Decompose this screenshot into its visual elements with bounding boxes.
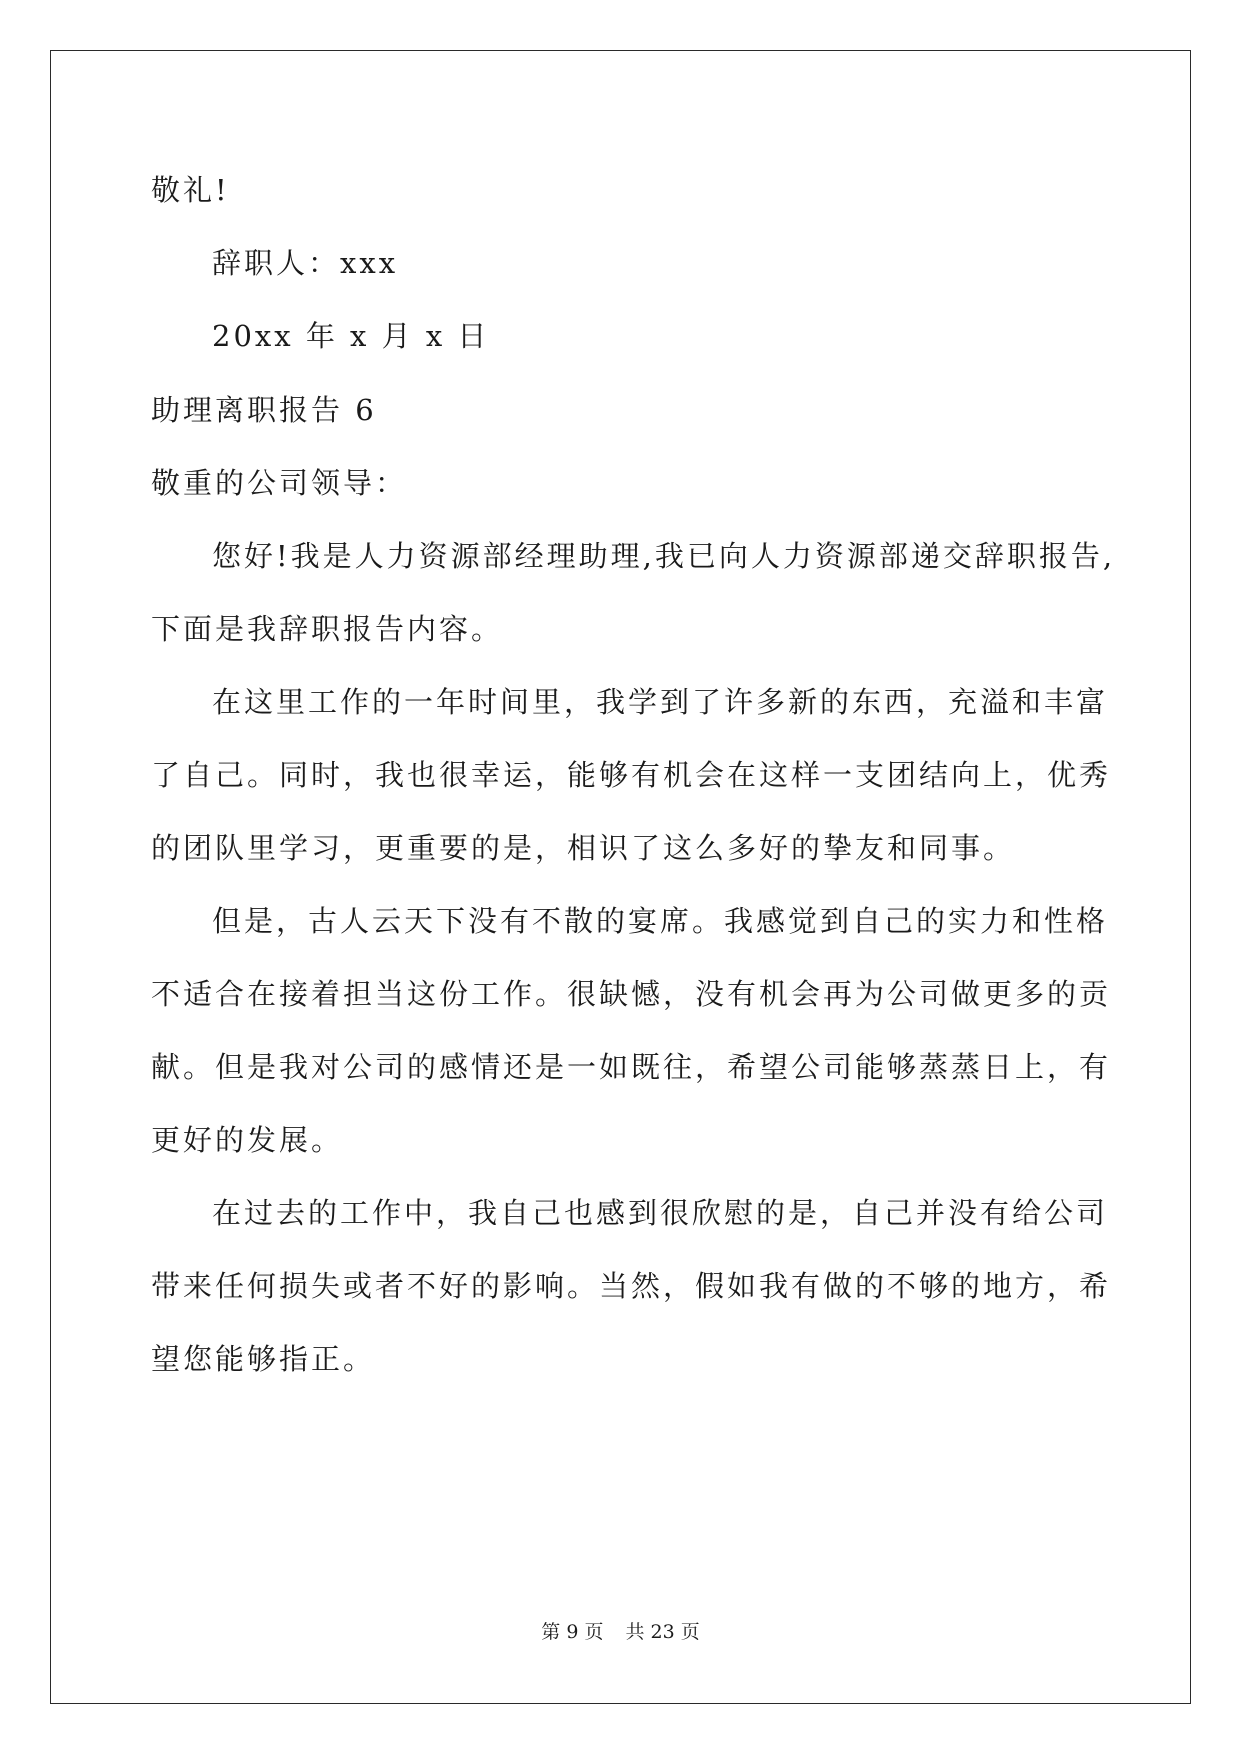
body-line: 但是，古人云天下没有不散的宴席。我感觉到自己的实力和性格 <box>212 904 1109 938</box>
salutation: 敬重的公司领导： <box>151 466 408 500</box>
body-line: 望您能够指正。 <box>151 1342 376 1376</box>
body-line: 更好的发展。 <box>151 1123 344 1157</box>
page-border <box>50 50 1191 1704</box>
section-title: 助理离职报告 6 <box>151 393 377 427</box>
body-line: 献。但是我对公司的感情还是一如既往，希望公司能够蒸蒸日上，有 <box>151 1050 1112 1084</box>
letter-date: 20xx 年 x 月 x 日 <box>212 319 490 353</box>
letter-closing: 敬礼! <box>151 173 230 207</box>
body-line: 带来任何损失或者不好的影响。当然，假如我有做的不够的地方，希 <box>151 1269 1112 1303</box>
body-line: 您好!我是人力资源部经理助理,我已向人力资源部递交辞职报告, <box>212 539 1116 573</box>
body-line: 不适合在接着担当这份工作。很缺憾，没有机会再为公司做更多的贡 <box>151 977 1112 1011</box>
letter-signer: 辞职人：xxx <box>212 246 399 280</box>
body-line: 在过去的工作中，我自己也感到很欣慰的是，自己并没有给公司 <box>212 1196 1109 1230</box>
page-number: 第 9 页 <box>541 1621 604 1643</box>
body-line: 了自己。同时，我也很幸运，能够有机会在这样一支团结向上，优秀 <box>151 758 1112 792</box>
page-footer <box>0 1620 1241 1644</box>
page-total: 共 23 页 <box>625 1621 700 1643</box>
body-line: 的团队里学习，更重要的是，相识了这么多好的挚友和同事。 <box>151 831 1016 865</box>
body-line: 在这里工作的一年时间里，我学到了许多新的东西，充溢和丰富 <box>212 685 1109 719</box>
body-line: 下面是我辞职报告内容。 <box>151 612 504 646</box>
